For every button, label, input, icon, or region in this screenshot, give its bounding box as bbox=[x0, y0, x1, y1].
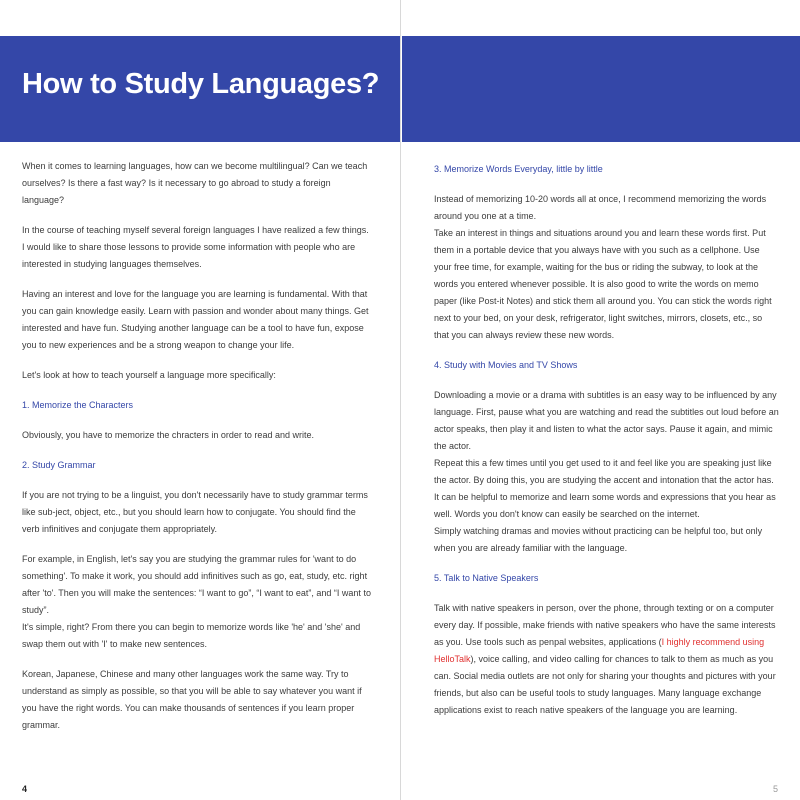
section-1-text: Obviously, you have to memorize the chracters in order to read and write. bbox=[22, 430, 314, 440]
section-2-heading: 2. Study Grammar bbox=[22, 460, 96, 470]
section-4-paragraph-2: Repeat this a few times until you get used to it and feel like you are speaking just like the actor. By doing this, you are studying the accent and intonation that the actor has. It can be helpful to memorize and learn some words and expressions that you hear as well. Words you don't know can easily be searched on the internet. bbox=[434, 458, 776, 519]
section-5-paragraph bbox=[434, 600, 779, 719]
left-content bbox=[22, 158, 372, 747]
section-5-text-before: Talk with native speakers in person, over the phone, through texting or on a computer every day. If possible, make friends with native speakers who have the same interests as you. Use tools such as penpal websites, applications ( bbox=[434, 603, 776, 647]
section-1-heading: 1. Memorize the Characters bbox=[22, 400, 134, 410]
intro-paragraph-1: When it comes to learning languages, how can we become multilingual? Can we teach ourselves? Is there a fast way? Is it necessary to go abroad to study a foreign language? bbox=[22, 161, 368, 205]
section-2-paragraph-1: If you are not trying to be a linguist, you don't necessarily have to study grammar terms like sub-ject, object, etc., but you should learn how to conjugate. You should find the verb infinitives and conjugate them appropriately. bbox=[22, 490, 368, 534]
section-5-heading: 5. Talk to Native Speakers bbox=[434, 573, 539, 583]
intro-paragraph-4: Let's look at how to teach yourself a language more specifically: bbox=[22, 370, 276, 380]
section-4-paragraph-3: Simply watching dramas and movies without practicing can be helpful too, but only when you are already familiar with the language. bbox=[434, 526, 763, 553]
right-page bbox=[400, 0, 800, 800]
page-title: How to Study Languages? bbox=[22, 68, 380, 100]
section-5-text-after: ), voice calling, and video calling for chances to talk to them as much as you can. Social media outlets are not only for sharing your thoughts and pictures with your friends, but also can be useful tools to study languages. Many language exchange applications exist to reach native speakers of the language you are learning. bbox=[434, 654, 776, 715]
hellotalk-recommendation: I highly recommend using HelloTalk bbox=[434, 637, 765, 664]
title-band-right bbox=[402, 36, 800, 142]
intro-paragraph-3: Having an interest and love for the language you are learning is fundamental. With that you can gain knowledge easily. Learn with passion and wonder about many things. Get interested and have fun. Studying another language can be a tool to have fun, expose you to new experiences and be a strong weapon to change your life. bbox=[22, 289, 369, 350]
page-number-right: 5 bbox=[772, 784, 778, 794]
section-2-paragraph-2a: For example, in English, let's say you are studying the grammar rules for 'want to do something'. To make it work, you should add infinitives such as go, eat, study, etc. right after 'to'. Then you will make the sentences: “I want to go”, “I want to eat”, and “I want to study”. bbox=[22, 554, 371, 615]
right-content bbox=[434, 161, 779, 732]
section-2-paragraph-3: Korean, Japanese, Chinese and many other languages work the same way. Try to understand as simply as possible, so that you will be able to say whatever you want if you have the right words. You can make thousands of sentences if you learn proper grammar. bbox=[22, 669, 362, 730]
intro-paragraph-2: In the course of teaching myself several foreign languages I have realized a few things. I would like to share those lessons to provide some information with people who are interested in studying languages themselves. bbox=[22, 225, 369, 269]
section-3-paragraph-1: Instead of memorizing 10-20 words all at once, I recommend memorizing the words around you one at a time. bbox=[434, 194, 767, 221]
section-4-heading: 4. Study with Movies and TV Shows bbox=[434, 360, 578, 370]
section-3-heading: 3. Memorize Words Everyday, little by little bbox=[434, 164, 603, 174]
section-3-paragraph-2: Take an interest in things and situations around you and learn these words first. Put them in a portable device that you always have with you such as a cellphone. Use your free time, for example, waiting for the bus or riding the subway, to look at the words you entered whenever possible. It is also good to write the words on memo paper (like Post-it Notes) and stick them all around you. You can stick the words right next to your bed, on your desk, refrigerator, light switches, mirrors, closets, etc., so that you can always review these new words. bbox=[434, 228, 772, 340]
section-2-paragraph-2b: It's simple, right? From there you can begin to memorize words like 'he' and 'she' and swap them out with 'I' to make new sentences. bbox=[22, 622, 361, 649]
page-number-left: 4 bbox=[22, 784, 28, 794]
section-4-paragraph-1: Downloading a movie or a drama with subtitles is an easy way to be influenced by any language. First, pause what you are watching and read the subtitles out loud before an actor speaks, then play it and listen to what the actor says. Pause it again, and mimic the actor. bbox=[434, 390, 779, 451]
